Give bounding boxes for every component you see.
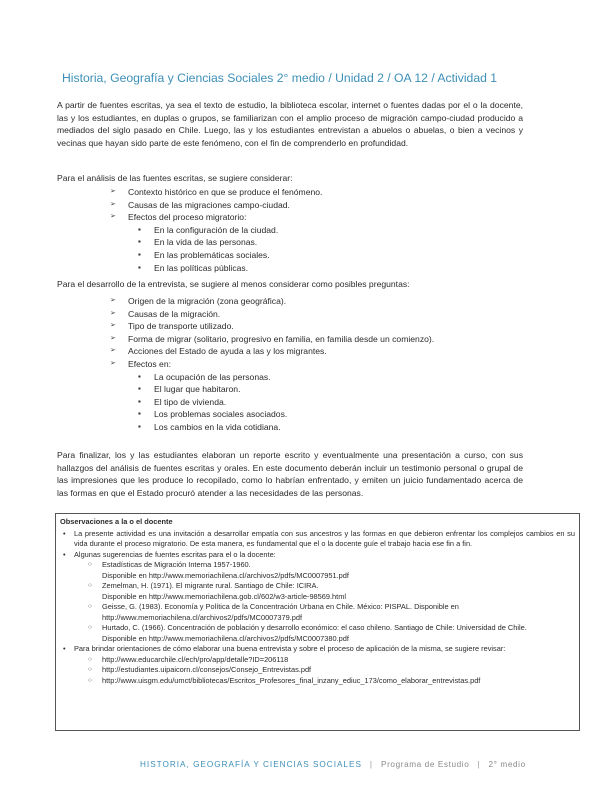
list-item: ▪ En las problemáticas sociales. bbox=[128, 249, 520, 262]
footer-divider: | bbox=[477, 760, 481, 769]
reference-item: ○ Estadísticas de Migración Interna 1957-1960. Disponible en http://www.memoriachilena.cl/archivos2/pdfs/MC0007951.pdf bbox=[74, 560, 575, 581]
list-item: ➢ Causas de las migraciones campo-ciudad. bbox=[110, 199, 520, 212]
footer-grade: 2° medio bbox=[488, 760, 526, 769]
list-item: ➢ Causas de la migración. bbox=[110, 308, 520, 321]
footer-subject: HISTORIA, GEOGRAFÍA Y CIENCIAS SOCIALES bbox=[140, 760, 362, 769]
list-item: ➢ Acciones del Estado de ayuda a las y los migrantes. bbox=[110, 345, 520, 358]
list-item: ▪ La ocupación de las personas. bbox=[128, 371, 520, 384]
link-item[interactable]: ○ http://estudiantes.uipaicorn.cl/consejos/Consejo_Entrevistas.pdf bbox=[74, 665, 575, 676]
link-item[interactable]: ○ http://www.educarchile.cl/ech/pro/app/detalle?ID=206118 bbox=[74, 655, 575, 666]
reference-item: ○ Zemelman, H. (1971). El migrante rural. Santiago de Chile: ICIRA. Disponible en http://www.memoriachilena.gob.cl/602/w3-article-98569.html bbox=[74, 581, 575, 602]
link-item[interactable]: ○ http://www.uisgm.edu/umct/bibliotecas/Escritos_Profesores_final_inzany_ediuc_173/como_elaborar_entrevistas.pdf bbox=[74, 676, 575, 687]
reference-link[interactable]: Disponible en http://www.memoriachilena.cl/archivos2/pdfs/MC0007951.pdf bbox=[102, 570, 349, 580]
list-item: • Para brindar orientaciones de cómo elaborar una buena entrevista y sobre el proceso de aplicación de la misma, se sugiere revisar: ○ http://www.educarchile.cl/ech/pro/app/detalle?ID=206118 ○ http://estudiantes.uipaicorn.cl/consejos/Consejo_Entrevistas.pdf ○ http://www.uisgm.edu/umct/bibliotecas/Escritos_Profesores_final_inzany_ediuc_173/como_elaborar_entrevistas.pdf bbox=[60, 644, 575, 686]
list-item: • Algunas sugerencias de fuentes escritas para el o la docente: ○ Estadísticas de Migración Interna 1957-1960. Disponible en http://www.memoriachilena.cl/archivos2/pdfs/MC0007951.pdf ○ Zemelman, H. (1971). El migrante rural. Santiago de Chile: ICIRA. Disponible en http://www.memoriachilena.gob.cl/602/w3-article-98569.html ○ Geisse, G. (1983). Economía y Política de la Concentración Urbana en Chile. México: PISPAL. Disponible en http://www.memoriachilena.cl/archivos2/pdfs/MC0007379.pdf ○ Hurtado, C. (1966). Concentración de población y desarrollo económico: el caso chileno. Santiago de Chile: Universidad de Chile. Disponible en http://www.memoriachilena.cl/archivos2/pdfs/MC0007380.pdf bbox=[60, 550, 575, 645]
reference-link[interactable]: Disponible en http://www.memoriachilena.cl/archivos2/pdfs/MC0007380.pdf bbox=[102, 633, 349, 643]
list-item: ➢ Origen de la migración (zona geográfica). bbox=[110, 295, 520, 308]
interview-effects-list bbox=[128, 371, 520, 434]
list-item: • La presente actividad es una invitación a desarrollar empatía con sus ancestros y las formas en que debieron enfrentar los complejos cambios en su vida durante el proceso migratorio. De esta manera, es fundamental que el o la docente guíe el trabajo hacia ese fin a fin. bbox=[60, 529, 575, 550]
list-item: ▪ El tipo de vivienda. bbox=[128, 396, 520, 409]
list-item: ➢ Efectos del proceso migratorio: ▪ En la configuración de la ciudad. ▪ En la vida de las personas. ▪ En las problemáticas sociales. ▪ En las políticas públicas. bbox=[110, 211, 520, 274]
page-title: Historia, Geografía y Ciencias Sociales 2° medio / Unidad 2 / OA 12 / Actividad 1 bbox=[62, 71, 498, 85]
page-footer bbox=[140, 760, 580, 769]
footer-divider: | bbox=[369, 760, 374, 769]
list-item: ▪ El lugar que habitaron. bbox=[128, 383, 520, 396]
list-item: ▪ En la configuración de la ciudad. bbox=[128, 224, 520, 237]
list-item: ➢ Contexto histórico en que se produce el fenómeno. bbox=[110, 186, 520, 199]
closing-paragraph: Para finalizar, los y las estudiantes elaboran un reporte escrito y eventualmente una presentación a curso, con sus hallazgos del análisis de fuentes escritas y orales. En este documento deberán incluir un testimonio personal o grupal de las impresiones que les produce lo recopilado, como lo habrían enfrentado, y emiten un juicio fundamentado acerca de las formas en que el Estado procuró atender a las necesidades de las personas. bbox=[57, 450, 523, 498]
links-list bbox=[74, 655, 575, 687]
list-item: ▪ Los problemas sociales asociados. bbox=[128, 408, 520, 421]
intro-paragraph: A partir de fuentes escritas, ya sea el texto de estudio, la biblioteca escolar, internet o fuentes dadas por el o la docente, las y los estudiantes, en duplas o grupos, se familiarizan con el amplio proceso de migración campo-ciudad producido a mediados del siglo pasado en Chile. Luego, las y los estudiantes entrevistan a abuelos o abuelas, o bien a vecinos y vecinas que hayan sido parte de este fenómeno, con el fin de comprenderlo en profundidad. bbox=[57, 100, 523, 148]
reference-item: ○ Geisse, G. (1983). Economía y Política de la Concentración Urbana en Chile. México: PISPAL. Disponible en http://www.memoriachilena.cl/archivos2/pdfs/MC0007379.pdf bbox=[74, 602, 575, 623]
list-item: ▪ Los cambios en la vida cotidiana. bbox=[128, 421, 520, 434]
reference-link[interactable]: http://www.memoriachilena.cl/archivos2/pdfs/MC0007379.pdf bbox=[102, 612, 303, 622]
list-item: ➢ Forma de migrar (solitario, progresivo en familia, en familia desde un comienzo). bbox=[110, 333, 520, 346]
sources-effects-list bbox=[128, 224, 520, 274]
footer-program: Programa de Estudio bbox=[381, 760, 470, 769]
interview-list bbox=[110, 295, 520, 434]
list-item: ➢ Tipo de transporte utilizado. bbox=[110, 320, 520, 333]
sources-list bbox=[110, 186, 520, 274]
reference-item: ○ Hurtado, C. (1966). Concentración de población y desarrollo económico: el caso chileno. Santiago de Chile: Universidad de Chile. Disponible en http://www.memoriachilena.cl/archivos2/pdfs/MC0007380.pdf bbox=[74, 623, 575, 644]
list-item: ▪ En la vida de las personas. bbox=[128, 236, 520, 249]
teacher-observations-box bbox=[55, 513, 580, 731]
reference-link[interactable]: Disponible en http://www.memoriachilena.gob.cl/602/w3-article-98569.html bbox=[102, 591, 347, 601]
list-item: ▪ En las políticas públicas. bbox=[128, 262, 520, 275]
observations-list bbox=[60, 529, 575, 687]
interview-lead: Para el desarrollo de la entrevista, se sugiere al menos considerar como posibles preguntas: bbox=[57, 279, 410, 289]
references-list bbox=[74, 560, 575, 644]
sources-lead: Para el análisis de las fuentes escritas, se sugiere considerar: bbox=[57, 173, 293, 183]
list-item: ➢ Efectos en: ▪ La ocupación de las personas. ▪ El lugar que habitaron. ▪ El tipo de vivienda. ▪ Los problemas sociales asociados. ▪ Los cambios en la vida cotidiana. bbox=[110, 358, 520, 434]
observations-title: Observaciones a la o el docente bbox=[60, 517, 173, 526]
